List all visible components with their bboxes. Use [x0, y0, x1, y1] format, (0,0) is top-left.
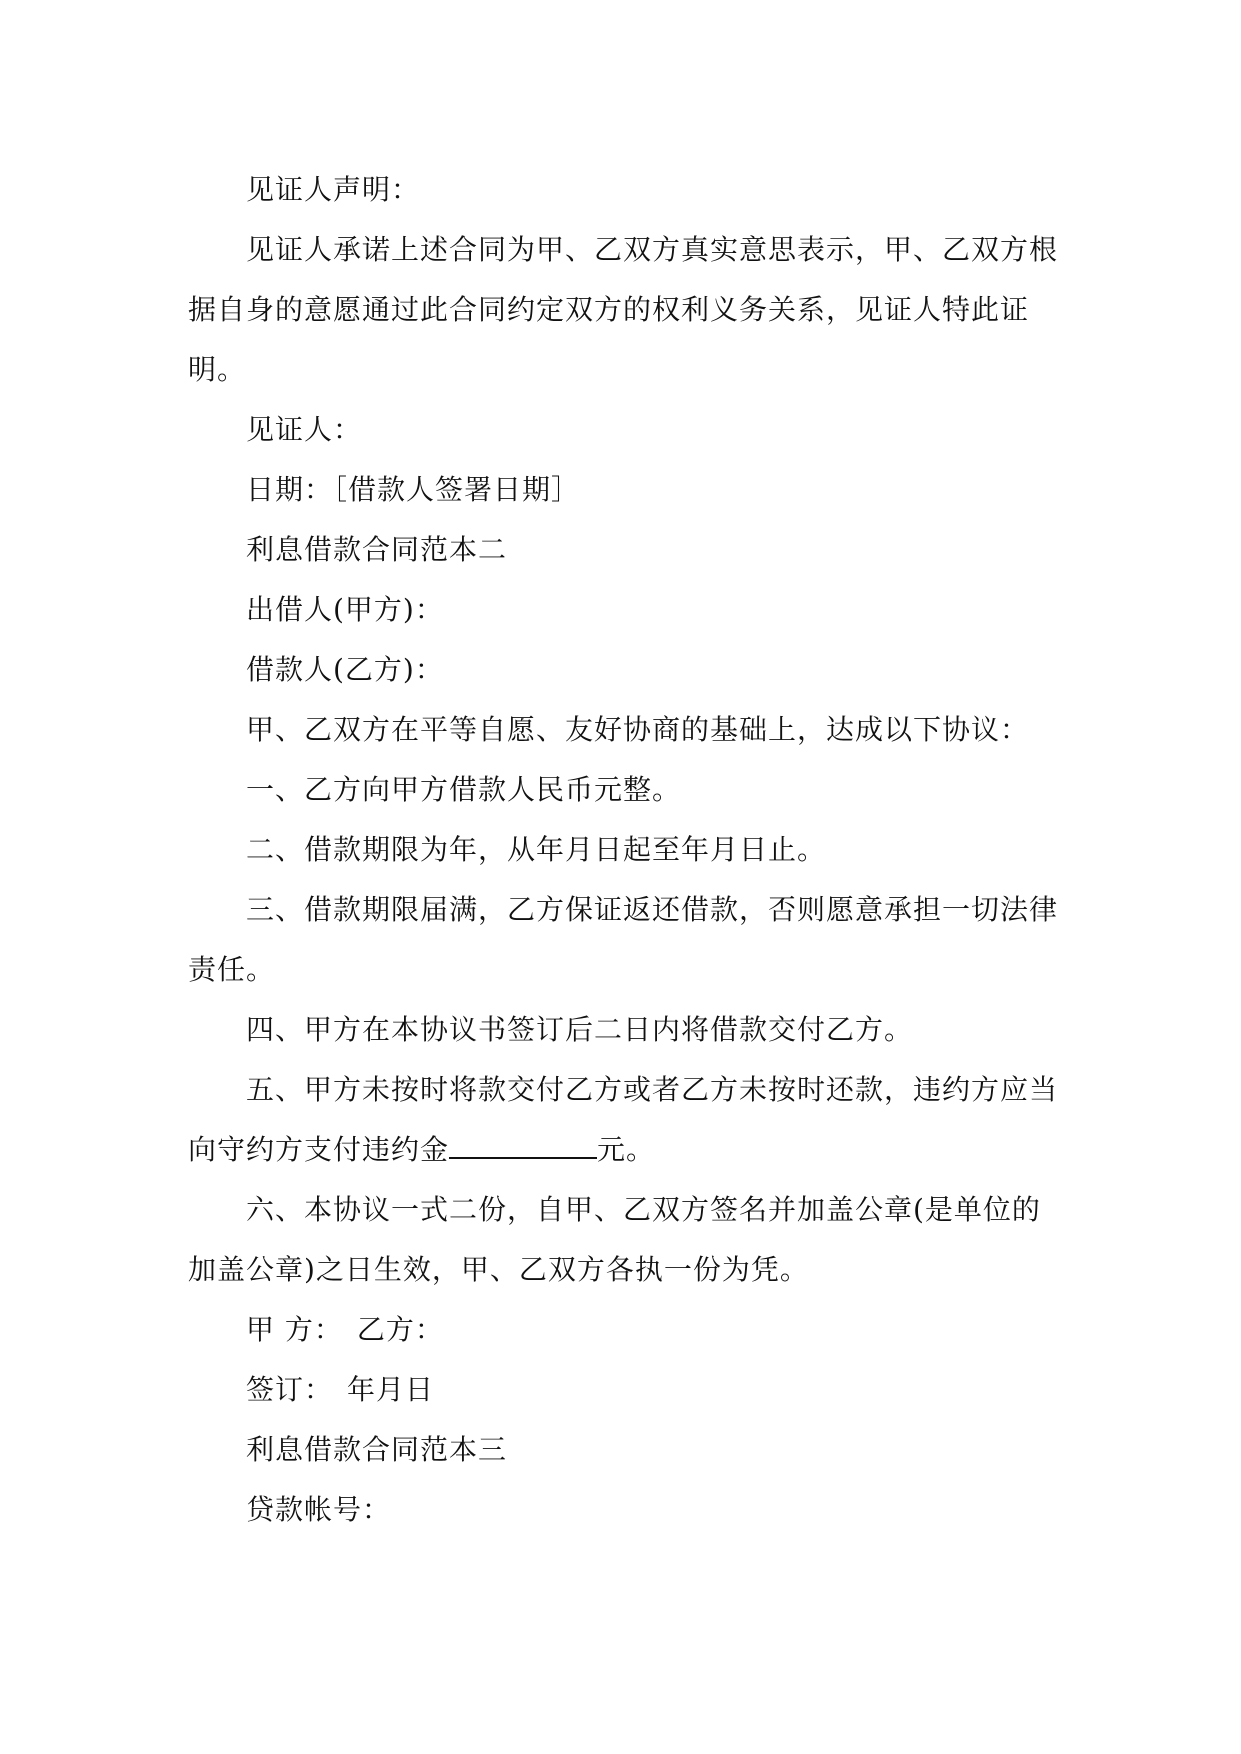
party-a-label: 甲 方：: [246, 1313, 343, 1346]
penalty-amount-blank: [449, 1133, 597, 1159]
witness-label: 见证人：: [246, 413, 363, 446]
section-title-template-two: 利息借款合同范本二: [246, 533, 508, 566]
sign-label: 签订：: [246, 1373, 334, 1406]
clause-five-suffix: 元。: [597, 1133, 656, 1166]
borrower-label: 借款人(乙方)：: [246, 653, 444, 686]
witness-statement-heading: 见证人声明：: [246, 173, 421, 206]
lender-label: 出借人(甲方)：: [246, 593, 444, 626]
party-b-label: 乙方：: [356, 1313, 444, 1346]
clause-five: [188, 1060, 1058, 1180]
witness-statement-text: 见证人承诺上述合同为甲、乙双方真实意思表示，甲、乙双方根据自身的意愿通过此合同约定双方的权利义务关系，见证人特此证明。: [188, 233, 1059, 386]
document-body: [188, 160, 1058, 1540]
date-line: 日期：［借款人签署日期］: [246, 473, 581, 506]
sign-date-line: [188, 1360, 1058, 1420]
clause-one: 一、乙方向甲方借款人民币元整。: [246, 773, 682, 806]
sign-date: 年月日: [347, 1373, 435, 1406]
clause-five-text: 五、甲方未按时将款交付乙方或者乙方未按时还款，违约方应当向守约方支付违约金: [188, 1073, 1059, 1166]
section-title-template-three: 利息借款合同范本三: [246, 1433, 508, 1466]
agreement-intro: 甲、乙双方在平等自愿、友好协商的基础上，达成以下协议：: [246, 713, 1030, 746]
party-signature-line: [188, 1300, 1058, 1360]
loan-account-label: 贷款帐号：: [246, 1493, 392, 1526]
clause-four: 四、甲方在本协议书签订后二日内将借款交付乙方。: [246, 1013, 914, 1046]
clause-six: 六、本协议一式二份，自甲、乙双方签名并加盖公章(是单位的加盖公章)之日生效，甲、乙双方各执一份为凭。: [188, 1193, 1041, 1286]
clause-three: 三、借款期限届满，乙方保证返还借款，否则愿意承担一切法律责任。: [188, 893, 1059, 986]
clause-two: 二、借款期限为年，从年月日起至年月日止。: [246, 833, 827, 866]
